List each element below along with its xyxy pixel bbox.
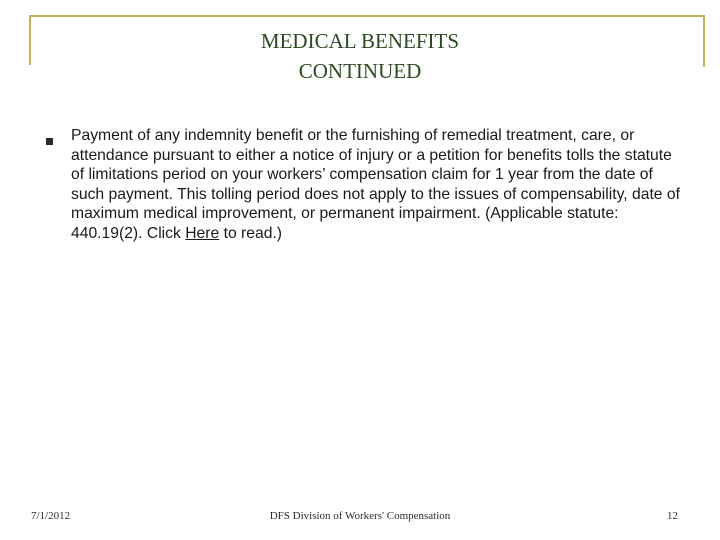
title-line-2: CONTINUED [298,59,422,83]
footer-organization: DFS Division of Workers' Compensation [269,510,451,522]
bullet-paragraph [71,126,681,243]
footer-date: 7/1/2012 [31,510,71,522]
here-link[interactable]: Here [185,224,220,242]
bullet-square-icon [46,138,53,145]
title-line-1: MEDICAL BENEFITS [260,29,460,53]
paragraph-text-after-link: to read.) [219,224,283,242]
frame-left-border [29,15,31,65]
paragraph-text-before-link: Payment of any indemnity benefit or the furnishing of remedial treatment, care, or attendance pursuant to either a notice of injury or a petition for benefits tolls the statute of limitations period on your workers’ compensation claim for 1 year from the date of such payment. This tolling period does not apply to the issues of compensability, date of maximum medical improvement, or permanent impairment. (Applicable statute: 440.19(2). Click [71,127,680,242]
footer-page-number: 12 [667,510,678,522]
frame-top-border [29,15,704,17]
slide-title [60,26,660,86]
frame-right-border [703,15,705,67]
